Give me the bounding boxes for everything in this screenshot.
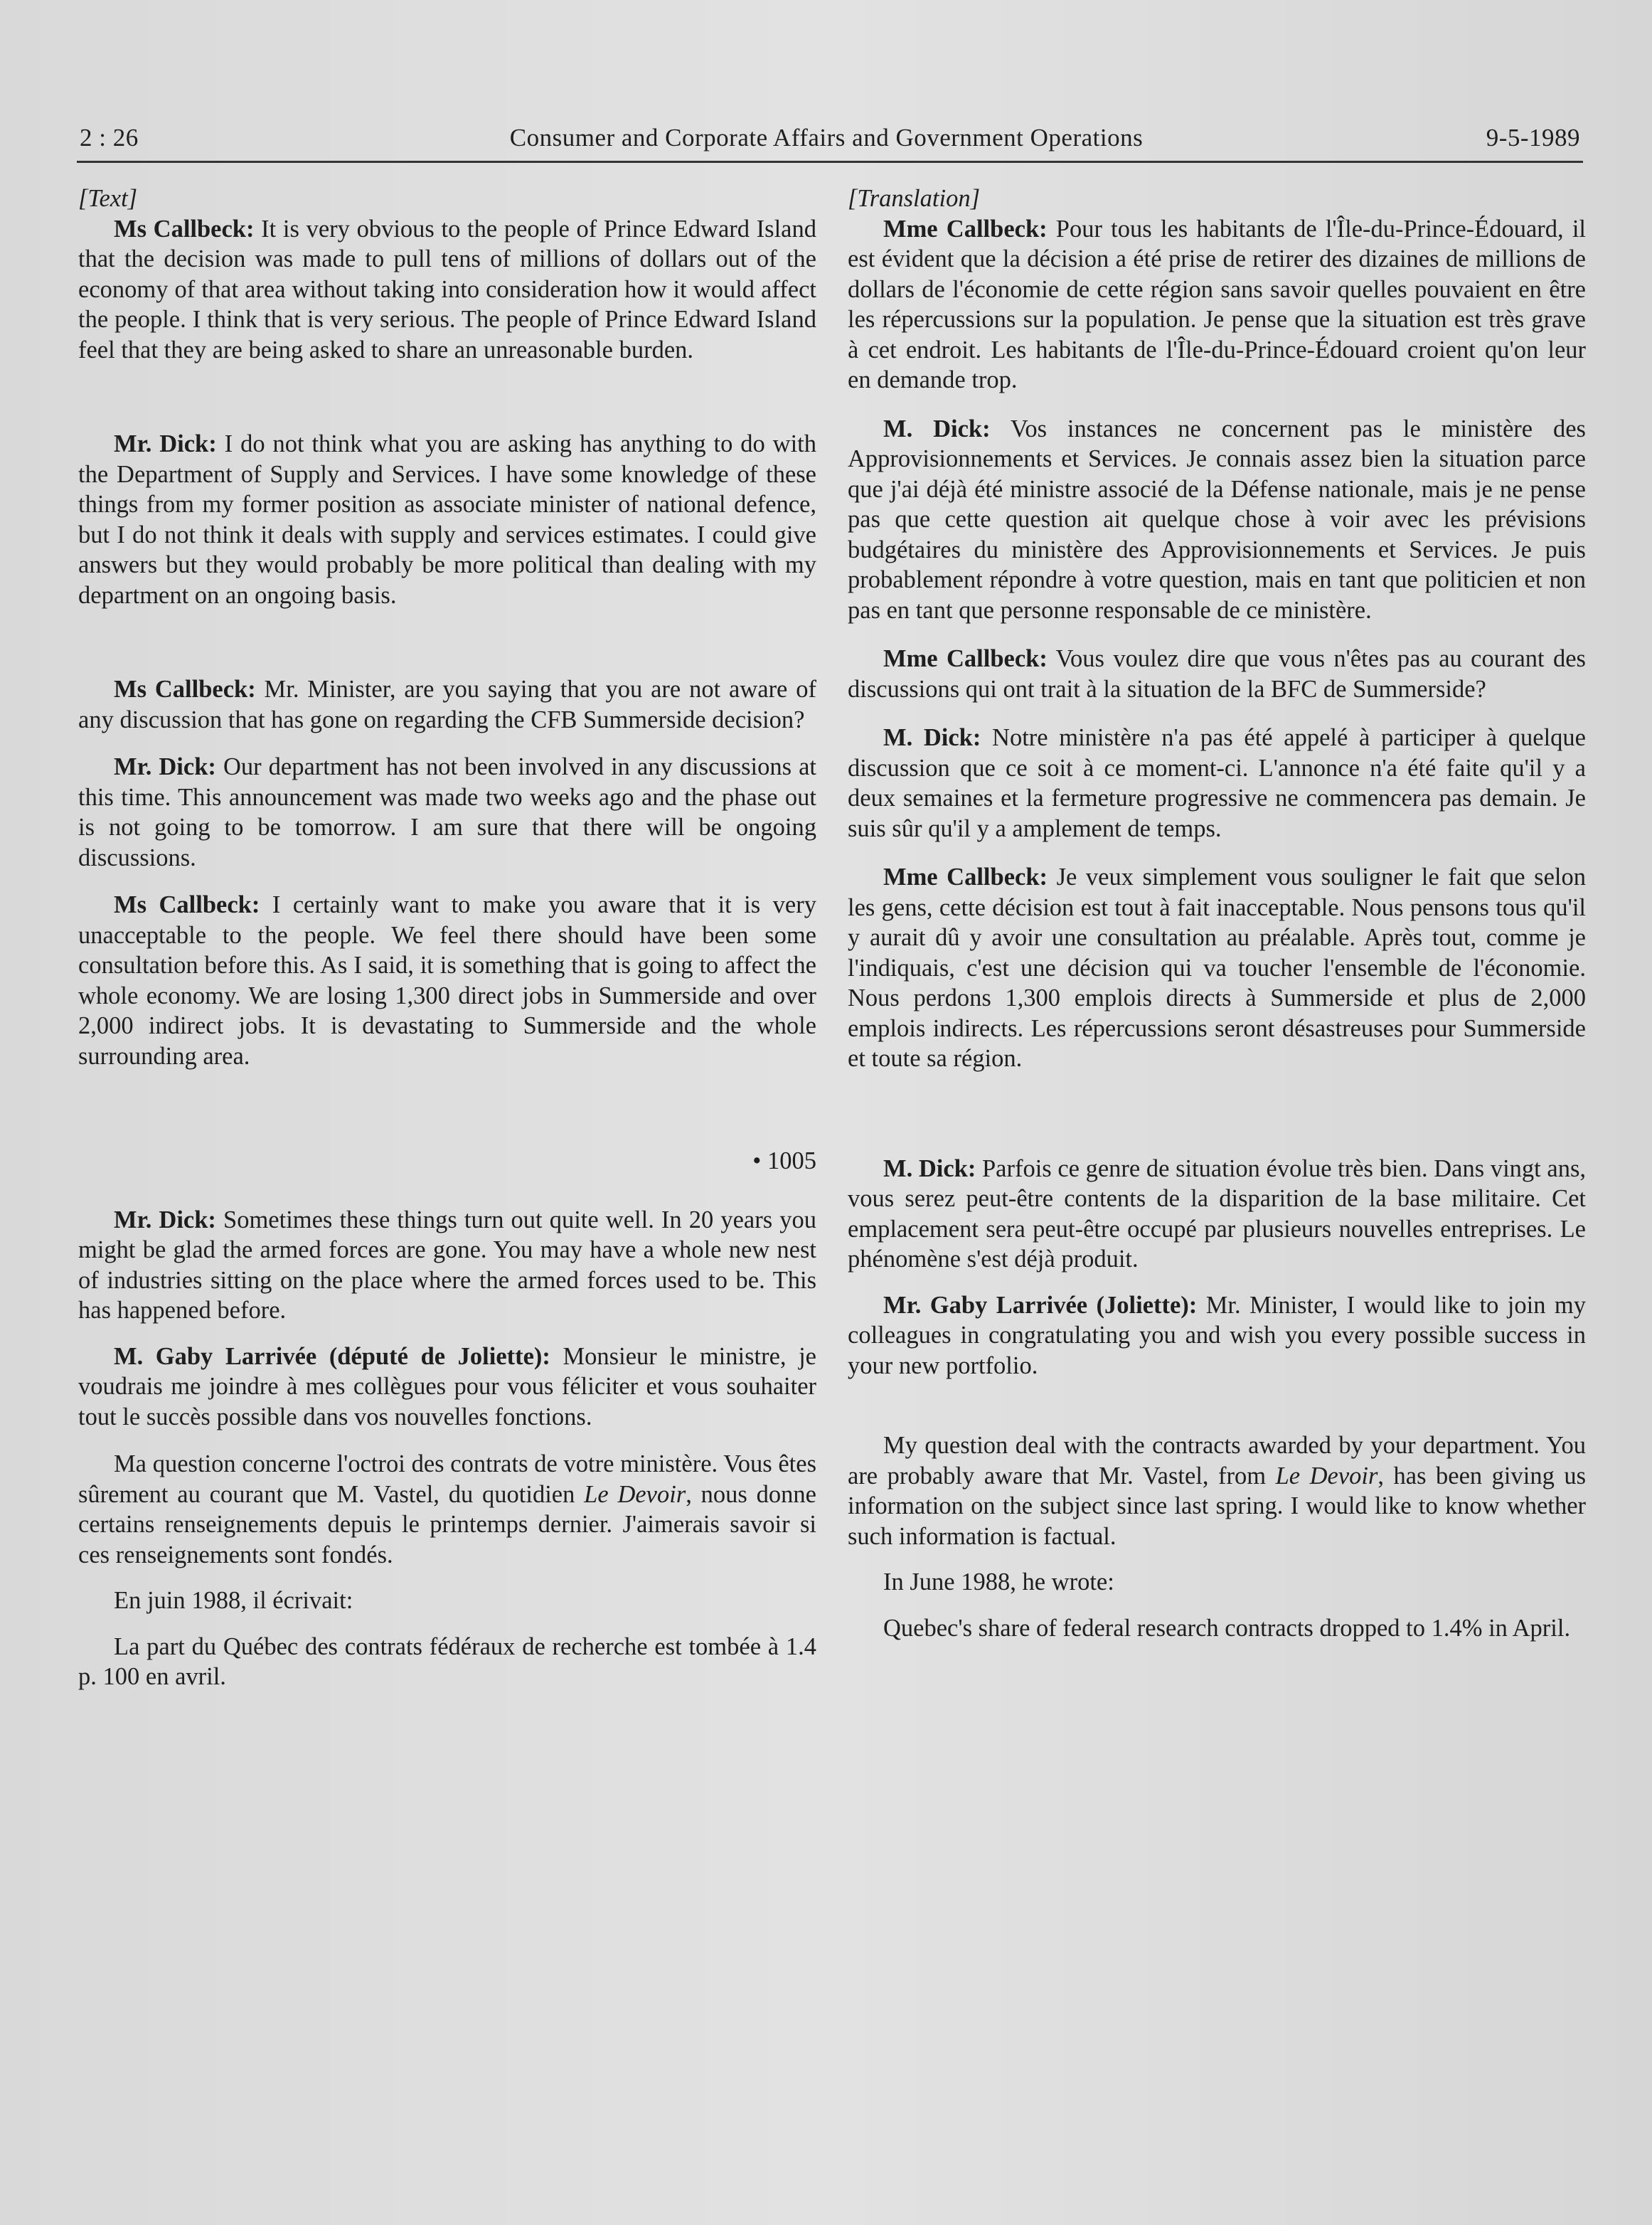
speaker: Ms Callbeck: [114, 891, 260, 918]
speech-text: I do not think what you are asking has anything to do with the Department of Supply and Services. I have some knowledge of these things from my former position as associate minister of national defence, but I do not think it deals with supply and services estimates. I could give answers but they would probably be more political than dealing with my department on an ongoing basis. [78, 430, 817, 609]
header-rule [77, 161, 1583, 163]
paragraph [848, 862, 1586, 1074]
speech-text: Our department has not been involved in any discussions at this time. This announcement was made two weeks ago and the phase out is not going to be tomorrow. I am sure that there will be ongoing discussions. [78, 753, 816, 871]
section-tag: [Translation] [848, 185, 980, 212]
left-column [78, 184, 816, 1692]
paragraph [78, 1205, 816, 1326]
page-header [80, 124, 1580, 161]
speaker: Mr. Dick: [114, 753, 216, 780]
speech-text: Monsieur le ministre, je voudrais me joindre à mes collègues pour vous féliciter et vous souhaiter tout le succès possible dans vos nouvelles fonctions. [78, 1342, 816, 1430]
paragraph [78, 674, 816, 735]
right-column [848, 184, 1586, 1643]
newspaper-name: Le Devoir [1275, 1462, 1378, 1489]
speech-text: Vous voulez dire que vous n'êtes pas au courant des discussions qui ont trait à la situation de la BFC de Summerside? [848, 645, 1586, 703]
text-run: , has been giving us information on the subject since last spring. I would like to know whether such information is factual. [848, 1462, 1586, 1550]
paragraph [848, 414, 1586, 626]
paragraph [78, 752, 816, 873]
speech-text: I certainly want to make you aware that it is very unacceptable to the people. We feel there should have been some consultation before this. As I said, it is something that is going to affect the whole economy. We are losing 1,300 direct jobs in Summerside and over 2,000 indirect jobs. It is devastating to Summerside and the whole surrounding area. [78, 891, 816, 1070]
speech-text: Mr. Minister, are you saying that you are not aware of any discussion that has gone on regarding the CFB Summerside decision? [78, 676, 816, 733]
page-number: 2 : 26 [80, 124, 139, 152]
speaker: M. Dick: [883, 415, 991, 442]
speaker: M. Dick: [883, 724, 981, 751]
speech-text: Je veux simplement vous souligner le fait que selon les gens, cette décision est tout à fait inacceptable. Nous pensons tous qu'il y aurait dû y avoir une consultation au préalable. Après tout, comme je l'indiquais, c'est une décision qui va toucher l'ensemble de l'économie. Nous perdons 1,300 emplois directs à Summerside et plus de 2,000 emplois indirects. Les répercussions seront désastreuses pour Summerside et toute sa région. [848, 864, 1586, 1072]
speaker: Ms Callbeck: [114, 676, 256, 703]
speech-text: Sometimes these things turn out quite well. In 20 years you might be glad the armed forces are gone. You may have a whole new nest of industries sitting on the place where the armed forces used to be. This has happened before. [78, 1206, 816, 1324]
speaker: Mr. Dick: [114, 430, 217, 457]
running-title: Consumer and Corporate Affairs and Government Operations [509, 124, 1144, 152]
paragraph [78, 429, 816, 610]
paragraph [848, 214, 1586, 395]
quotation: La part du Québec des contrats fédéraux de recherche est tombée à 1.4 p. 100 en avril. [78, 1632, 816, 1690]
paragraph [78, 1449, 816, 1570]
header-date: 9-5-1989 [1486, 124, 1580, 152]
speaker: Mr. Gaby Larrivée (Joliette): [883, 1291, 1198, 1319]
newspaper-name: Le Devoir [584, 1480, 686, 1508]
speaker: M. Gaby Larrivée (député de Joliette): [114, 1342, 550, 1370]
section-tag: [Text] [78, 185, 138, 212]
text-run: My question deal with the contracts awarded by your department. You are probably aware that Mr. Vastel, from [848, 1432, 1586, 1489]
paragraph [848, 723, 1586, 844]
speech-text: It is very obvious to the people of Prince Edward Island that the decision was made to pull tens of millions of dollars out of the economy of that area without taking into consideration how it would affect the people. I think that is very serious. The people of Prince Edward Island feel that they are being asked to share an unreasonable burden. [78, 215, 816, 363]
paragraph: In June 1988, he wrote: [883, 1568, 1114, 1595]
speaker: Mr. Dick: [114, 1206, 216, 1233]
speaker: M. Dick: [883, 1154, 976, 1182]
quotation: Quebec's share of federal research contracts dropped to 1.4% in April. [883, 1614, 1571, 1642]
speech-text: Parfois ce genre de situation évolue très bien. Dans vingt ans, vous serez peut-être contents de la disparition de la base militaire. Cet emplacement sera peut-être occupé par plusieurs nouvelles entreprises. Le phénomène s'est déjà produit. [848, 1154, 1586, 1273]
paragraph [848, 1154, 1586, 1275]
text-run: Ma question concerne l'octroi des contrats de votre ministère. Vous êtes sûrement au courant que M. Vastel, du quotidien [78, 1450, 816, 1508]
speech-text: Notre ministère n'a pas été appelé à participer à quelque discussion que ce soit à ce moment-ci. L'annonce n'a été faite qu'il y a deux semaines et la fermeture progressive ne commencera pas demain. Je suis sûr qu'il y a amplement de temps. [848, 724, 1586, 842]
speech-text: Mr. Minister, I would like to join my colleagues in congratulating you and wish you every possible success in your new portfolio. [848, 1291, 1586, 1379]
speaker: Mme Callbeck: [883, 645, 1048, 672]
time-marker: • 1005 [752, 1147, 816, 1174]
text-run: , nous donne certains renseignements depuis le printemps dernier. J'aimerais savoir si ces renseignements sont fondés. [78, 1480, 816, 1568]
speaker: Mme Callbeck: [883, 864, 1048, 891]
speaker: Mme Callbeck: [883, 215, 1048, 243]
paragraph [78, 890, 816, 1071]
paragraph [848, 1430, 1586, 1551]
paragraph [848, 644, 1586, 704]
paragraph [78, 214, 816, 366]
speech-text: Vos instances ne concernent pas le ministère des Approvisionnements et Services. Je connais assez bien la situation parce que j'ai déjà été ministre associé de la Défense nationale, mais je ne pense pas que cette question ait quelque chose à voir avec les prévisions budgétaires du ministère des Approvisionnements et Services. Je puis probablement répondre à votre question, mais en tant que politicien et non pas en tant que personne responsable de ce ministère. [848, 415, 1586, 624]
paragraph: En juin 1988, il écrivait: [114, 1587, 353, 1614]
paragraph [78, 1342, 816, 1433]
speech-text: Pour tous les habitants de l'Île-du-Prince-Édouard, il est évident que la décision a été prise de retirer des dizaines de millions de dollars de l'économie de cette région sans savoir quelles pouvaient en être les répercussions sur la population. Je pense que la situation est très grave à cet endroit. Les habitants de l'Île-du-Prince-Édouard croient qu'on leur en demande trop. [848, 215, 1586, 393]
paragraph [848, 1290, 1586, 1381]
speaker: Ms Callbeck: [114, 215, 255, 243]
